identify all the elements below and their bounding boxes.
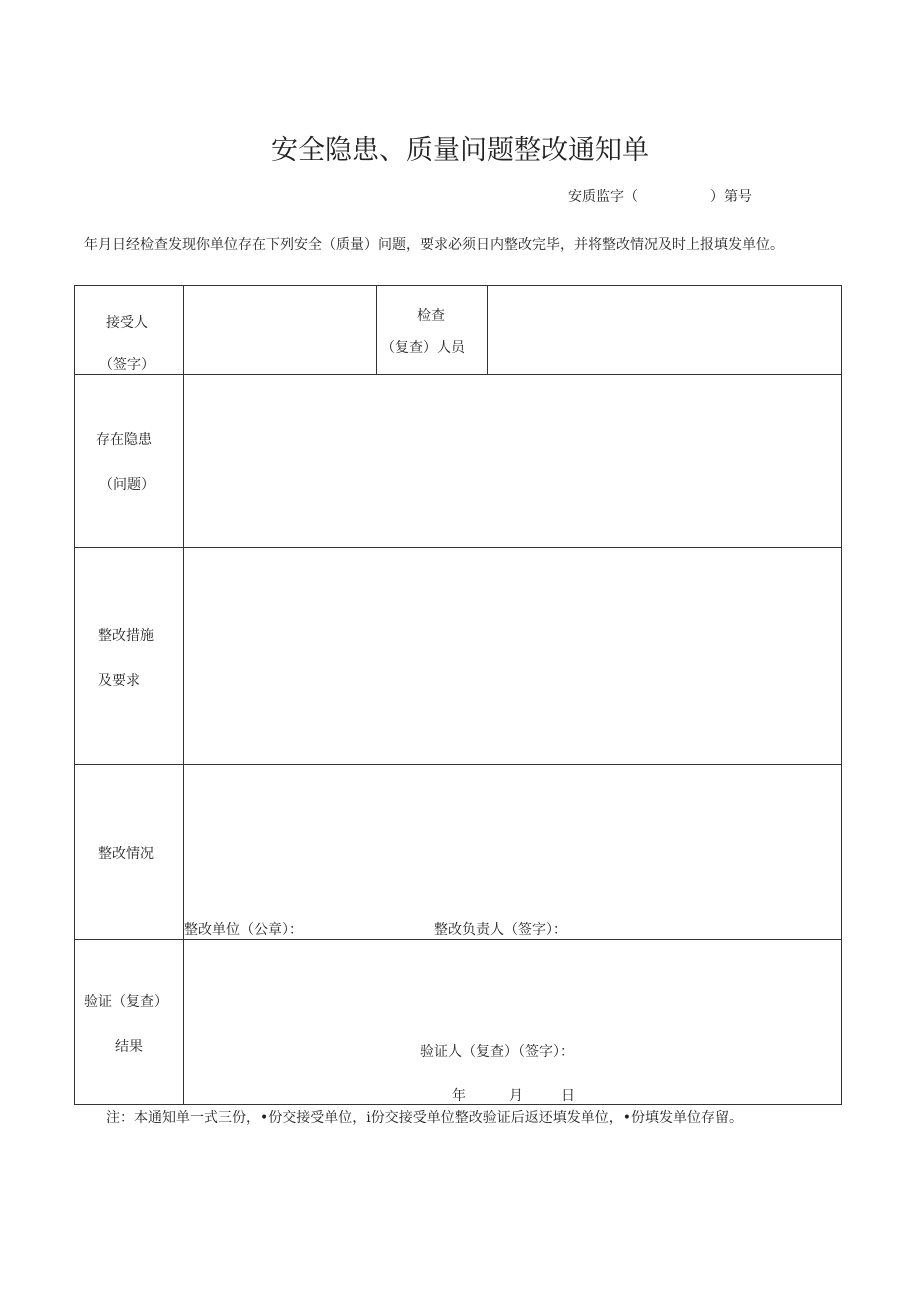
status-unit-label: 整改单位（公章）： — [184, 922, 303, 938]
date-month-label: 月 — [509, 1088, 523, 1104]
status-label: 整改情况 — [98, 846, 154, 862]
hazard-label-sub: （问题） — [99, 477, 155, 493]
row-divider — [75, 547, 841, 548]
inspector-field[interactable] — [495, 294, 835, 372]
status-person-label: 整改负责人（签字）： — [434, 922, 567, 938]
document-number-prefix: 安质监字（ — [568, 189, 638, 205]
row-divider — [75, 764, 841, 765]
hazard-label: 存在隐患 — [96, 432, 152, 448]
inspector-label-sub: （复查）人员 — [381, 340, 465, 356]
date-day-label: 日 — [561, 1088, 575, 1104]
measures-label: 整改措施 — [98, 628, 154, 644]
column-divider — [487, 286, 488, 374]
status-field[interactable] — [190, 771, 835, 911]
column-divider — [183, 286, 184, 1104]
measures-field[interactable] — [190, 554, 835, 759]
hazard-field[interactable] — [190, 382, 835, 542]
document-number-suffix: ）第号 — [710, 189, 752, 205]
verifier-label: 验证人（复查）（签字）： — [420, 1044, 574, 1060]
notice-table — [74, 285, 842, 1105]
inspector-label: 检查 — [417, 308, 445, 324]
intro-paragraph: 年月日经检查发现你单位存在下列安全（质量）问题，要求必须日内整改完毕，并将整改情况及时上报填发单位。 — [84, 237, 784, 253]
date-year-label: 年 — [452, 1088, 466, 1104]
document-number — [568, 186, 752, 206]
verify-label-sub: 结果 — [115, 1039, 143, 1055]
footnote: 注：本通知单一式三份，•份交接受单位，i份交接受单位整改验证后返还填发单位，•份填发单位存留。 — [106, 1110, 743, 1126]
receiver-signature-field[interactable] — [190, 294, 383, 372]
verify-label: 验证（复查） — [84, 994, 168, 1010]
measures-label-sub: 及要求 — [98, 673, 140, 689]
row-divider — [75, 374, 841, 375]
row-divider — [75, 939, 841, 940]
receiver-label: 接受人 — [106, 315, 148, 331]
receiver-sign-label: （签字） — [99, 357, 155, 373]
page-title: 安全隐患、质量问题整改通知单 — [271, 135, 649, 166]
